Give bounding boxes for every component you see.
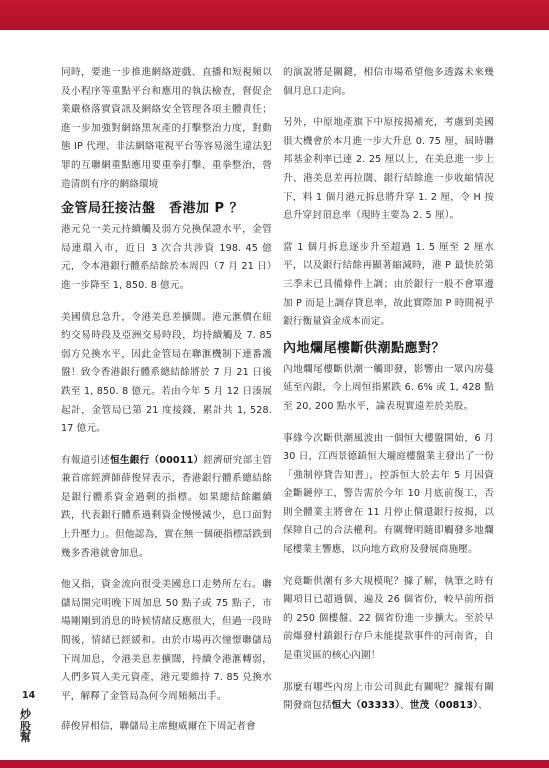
right-column (283, 64, 494, 716)
paragraph: 事緣今次斷供潮風波由一個恒大樓盤開始，6 月 30 日，江西景德鎮恒大瓏庭樓盤業主發出了一份「強制停貸告知書」，控訴恒大於去年 5 月因資金斷鏈停工，警告需於今年 10 月底前復工，否則全體業主將會在 11 月停止償還銀行按揭，以保障自己的合法權利。有關聲明隨即觸發多地爛尾樓業主響應，以向地方政府及發展商施壓。 (283, 432, 494, 556)
paragraph: 美國債息急升，令港美息差擴闊。港元滙價在紐約交易時段及亞洲交易時段，均持續觸及 7. 85 弱方兑換水平，因此金管局在聯滙機制下連番護盤！致令香港銀行體系總結餘將於 7 月 21 日後跌至 1, 850. 8 億元。若由今年 5 月 12 日湊展起計，金管局已第 21 度接錢，累計共 1, 528. 17 億元。 (61, 311, 272, 435)
section-heading: 內地爛尾樓斷供潮點應對？ (283, 340, 446, 356)
text-run: 那麼有哪些內房上市公司與此有關呢？據報有關開發商包括 (283, 681, 494, 712)
brand-logo: 炒股幫 (20, 708, 31, 744)
paragraph: 他又指，資金流向很受美國息口走勢所左右。聯儲局開完明晚下周加息 50 點子或 75 點子，市場剛剛到消息的時候情緒反應很大，但過一段時間後，情緒已經緩和。由於市場再次憧憬聯儲局下周加息，令港美息差擴闊，持續令港滙轉弱，人們多買入美元資產，港元要維持 7. 85 兑換水平，解釋了金管局為何今周頻頻出手。 (61, 579, 272, 702)
header-band (0, 0, 549, 30)
paragraph: 內地爛尾樓斷供潮一觸即發，影響由一眾內房蔓延至內銀，今上周恒指累跌 6. 6% 或 1, 428 點至 20, 200 點水平，論表現實遠差於美股。 (283, 363, 494, 412)
footer-band (0, 760, 549, 768)
section-heading: 金管局狂接沽盤 香港加 P ？ (61, 201, 244, 217)
paragraph: 究竟斷供潮有多大規模呢？據了解，執筆之時有關項目已超過個、遍及 26 個省份，較早前所指的 250 個樓盤、22 個省份進一步擴大。至於早前爆發村鎮銀行存戶未能提款事件的河南省，自是重災區的核心內圍！ (283, 575, 494, 662)
page-number: 14 (22, 690, 36, 701)
text-run: 、 (400, 700, 410, 712)
paragraph: 港元兑一美元持續觸及弱方兑換保證水平，金管局連環入市，近日 3 次合共涉資 198. 45 億元，令本港銀行體系結餘於本周四（7 月 21 日）進一步降至 1, 850. 8 億元。 (61, 224, 272, 291)
paragraph: 薛俊昇相信，聯儲局主席鮑威爾在下周記者會 (61, 721, 256, 733)
paragraph: 另外，中原地產旗下中原按揭補充，考慮到美國很大機會於本月進一步大升息 0. 75 厘，屆時聯邦基金利率已達 2. 25 厘以上，在美息進一步上升、港美息差再拉闊、銀行結餘進一步收縮情況下，料 1 個月港元拆息將升穿 1. 2 厘，令 H 按息升穿封頂息率（現時主要為 2. 5 厘）。 (283, 117, 494, 222)
stock-name: 世茂（00813） (409, 700, 479, 712)
paragraph: 同時，要進一步推進網絡遊戲、直播和短視頻以及小程序等重點平台和應用的執法檢查，督促企業嚴格落實資訊及網絡安全管理各項主體責任；進一步加強對網絡黑灰產的打擊整治力度，對動態 IP 代理、非法網絡電視平台等容易滋生違法犯罪的互聯網重點應用要重拳打擊、重拳整治，營造清朗有序的網絡環境 (61, 67, 272, 190)
paragraph (283, 679, 494, 716)
text-run: 有報道引述 (61, 454, 111, 466)
stock-name: 恒大（03333） (331, 700, 401, 712)
stock-name: 恒生銀行（00011） (110, 454, 204, 466)
left-column (61, 64, 272, 737)
text-run: 經濟研究部主管兼首席經濟師薛俊昇表示，香港銀行體系總結餘是銀行體系資金過剩的指標。如果總結餘繼續跌，代表銀行體系過剩資金慢慢減少，息口面對上升壓力」。但他認為，實在無一個硬指標話跌到幾多香港就會加息。 (61, 454, 273, 559)
paragraph: 當 1 個月拆息逐步升至超過 1. 5 厘至 2 厘水平，以及銀行結餘再顯著縮減時，港 P 最快於第三季末已具備條件上調；由於銀行一般不會單邊加 P 而是上調存貸息率，故此實際加 P 時間視乎銀行衡量資金成本而定。 (283, 241, 494, 328)
paragraph: 的演說將是關鍵，相信市場希望他多透露未來幾個月息口走向。 (283, 67, 494, 97)
paragraph (61, 452, 272, 564)
text-run: 、 (478, 700, 488, 712)
